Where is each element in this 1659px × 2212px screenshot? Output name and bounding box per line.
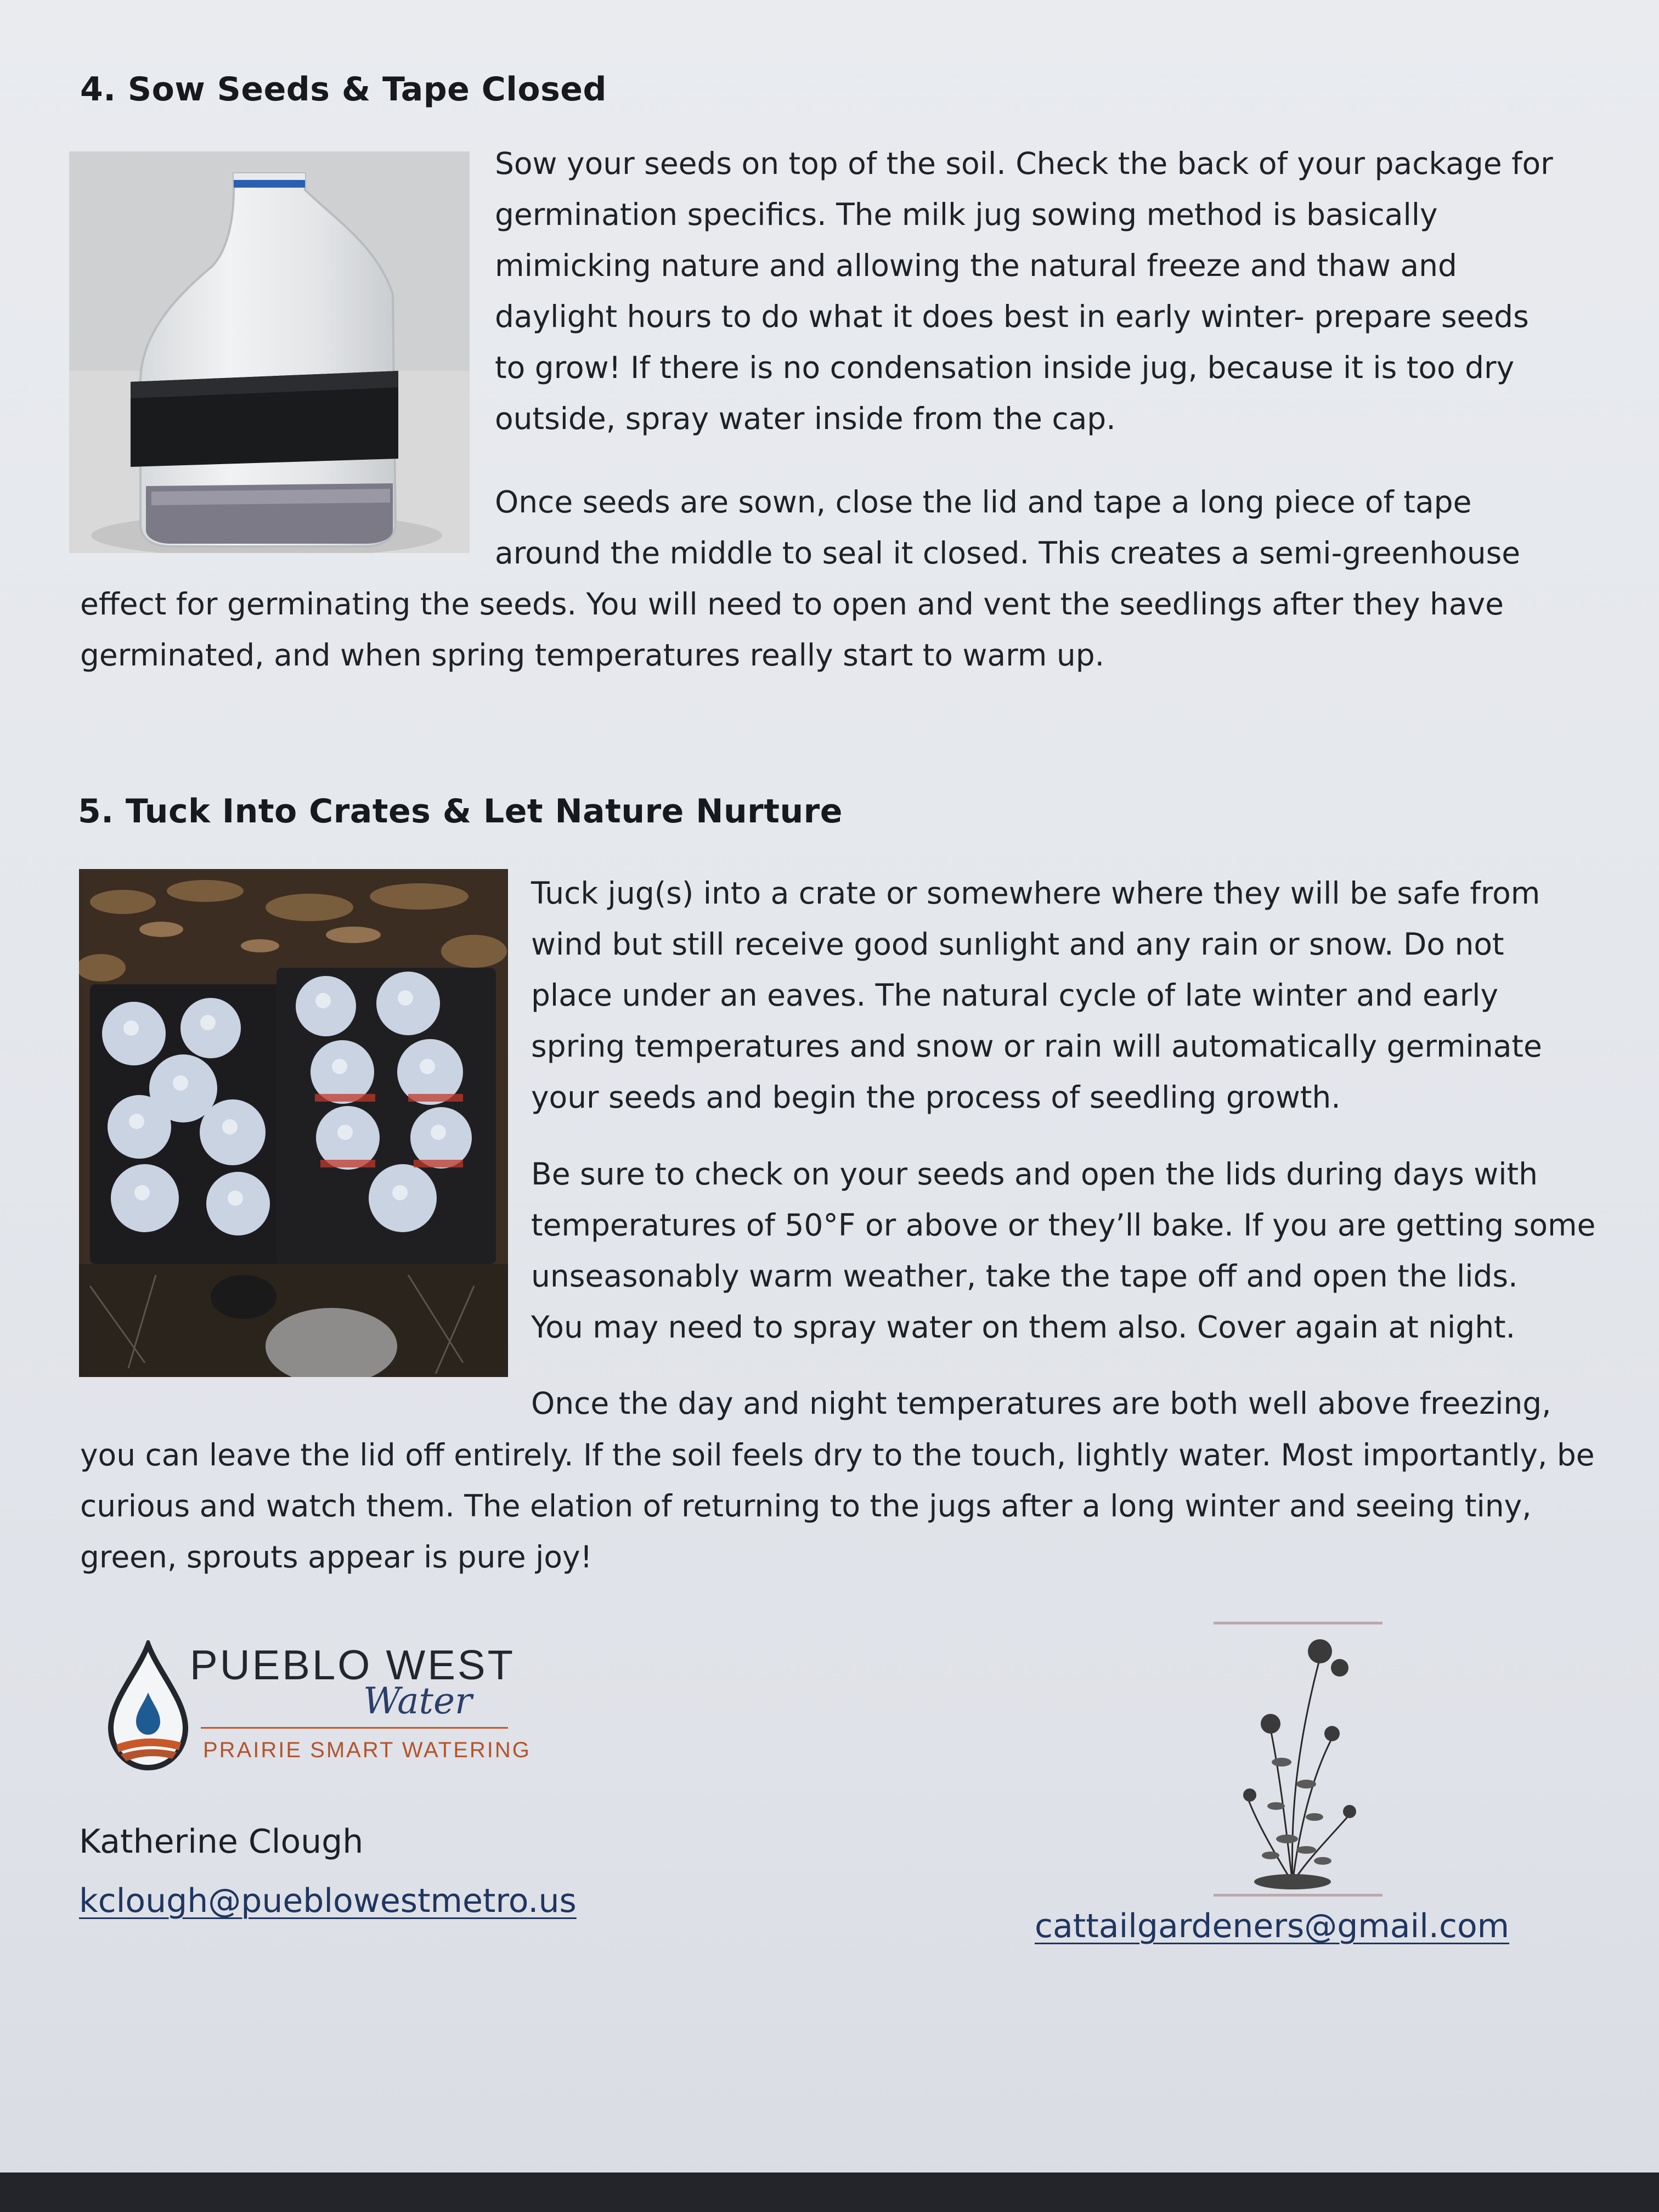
text-line: mimicking nature and allowing the natural freeze and thaw and — [495, 248, 1457, 283]
section-5-paragraph-1 — [531, 868, 1628, 1123]
text-line: outside, spray water inside from the cap. — [495, 401, 1116, 436]
text-line: Once the day and night temperatures are both well above freezing, — [531, 1386, 1551, 1421]
text-line: effect for germinating the seeds. You will need to open and vent the seedlings after they have — [80, 586, 1504, 622]
text-line: Be sure to check on your seeds and open the lids during days with — [531, 1156, 1538, 1192]
text-line: you can leave the lid off entirely. If the soil feels dry to the touch, lightly water. Most importantly, be — [80, 1437, 1595, 1472]
text-line: daylight hours to do what it does best in early winter- prepare seeds — [495, 299, 1529, 334]
bottom-shadow — [0, 2172, 1659, 2212]
logo-script: Water — [363, 1680, 472, 1722]
pueblo-west-water-logo — [104, 1640, 543, 1772]
text-line: germinated, and when spring temperatures really start to warm up. — [80, 637, 1105, 673]
logo-name: PUEBLO WEST — [190, 1642, 515, 1689]
section-4-paragraph-1 — [495, 138, 1592, 444]
text-line: wind but still receive good sunlight and any rain or snow. Do not — [531, 927, 1504, 962]
crates-illustration — [79, 869, 508, 1377]
contact-email-link[interactable]: kclough@pueblowestmetro.us — [79, 1882, 577, 1920]
section-5-paragraph-3 — [531, 1378, 1628, 1429]
text-line: spring temperatures and snow or rain will automatically germinate — [531, 1029, 1542, 1064]
flower-illustration-icon — [1210, 1620, 1386, 1899]
section-4-paragraph-2 — [495, 477, 1592, 579]
text-line: temperatures of 50°F or above or they’ll bake. If you are getting some — [531, 1207, 1596, 1243]
milk-jug-photo — [69, 151, 470, 553]
text-line: to grow! If there is no condensation inside jug, because it is too dry — [495, 350, 1515, 385]
right-email-link[interactable]: cattailgardeners@gmail.com — [1035, 1907, 1510, 1945]
text-line: Tuck jug(s) into a crate or somewhere where they will be safe from — [531, 876, 1541, 911]
text-line: germination specifics. The milk jug sowing method is basically — [495, 197, 1438, 232]
text-line: around the middle to seal it closed. This creates a semi-greenhouse — [495, 535, 1521, 571]
section-5-paragraph-2 — [531, 1149, 1639, 1353]
text-line: your seeds and begin the process of seedling growth. — [531, 1080, 1341, 1115]
text-line: green, sprouts appear is pure joy! — [80, 1539, 592, 1575]
text-line: Sow your seeds on top of the soil. Check the back of your package for — [495, 146, 1553, 181]
logo-divider — [201, 1727, 508, 1729]
section-5-heading: 5. Tuck Into Crates & Let Nature Nurture — [78, 792, 843, 831]
text-line: You may need to spray water on them also. Cover again at night. — [531, 1310, 1516, 1345]
text-line: curious and watch them. The elation of returning to the jugs after a long winter and seeing tiny, — [80, 1488, 1532, 1523]
text-line: Once seeds are sown, close the lid and tape a long piece of tape — [495, 484, 1472, 520]
water-drop-icon — [104, 1640, 192, 1772]
botanical-illustration — [1210, 1620, 1386, 1899]
milk-jug-illustration — [69, 151, 470, 553]
section-4-heading: 4. Sow Seeds & Tape Closed — [80, 70, 607, 109]
text-line: place under an eaves. The natural cycle of late winter and early — [531, 978, 1499, 1013]
logo-tagline: PRAIRIE SMART WATERING — [203, 1738, 531, 1762]
text-line: unseasonably warm weather, take the tape off and open the lids. — [531, 1259, 1518, 1294]
section-5-paragraph-3-continued — [80, 1430, 1644, 1583]
section-4-paragraph-2-continued — [80, 579, 1638, 681]
contact-name: Katherine Clough — [79, 1822, 364, 1861]
crates-photo — [79, 869, 508, 1377]
